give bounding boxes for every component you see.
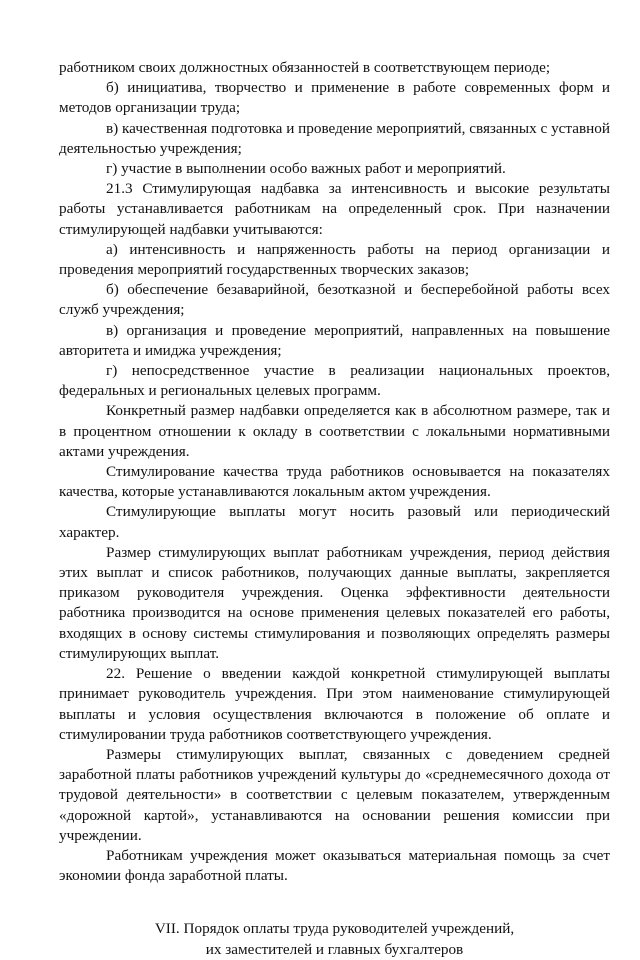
section-heading — [59, 919, 610, 959]
paragraph-item-v-events: в) качественная подготовка и проведение мероприятий, связанных с уставной деятельностью учреждения; — [59, 119, 610, 157]
paragraph-item-g-national-projects: г) непосредственное участие в реализации национальных проектов, федеральных и региональных целевых программ. — [59, 362, 610, 400]
paragraph-material-aid: Работникам учреждения может оказываться материальная помощь за счет экономии фонда заработной платы. — [59, 846, 610, 885]
paragraph-payment-character: Стимулирующие выплаты могут носить разовый или периодический характер. — [59, 503, 610, 541]
paragraph-roadmap-payments: Размеры стимулирующих выплат, связанных с доведением средней заработной платы работников учреждений культуры до «среднемесячного дохода от трудовой деятельности» в соответствии с целевым показателем, утвержденным «дорожной картой», устанавливаются на основании решения комиссии при учреждении. — [59, 745, 610, 844]
document-body — [59, 58, 610, 960]
paragraph-item-b-reliability: б) обеспечение безаварийной, безотказной и бесперебойной работы всех служб учреждения; — [59, 281, 610, 319]
paragraph-continuation: работником своих должностных обязанностей в соответствующем периоде; — [59, 59, 551, 76]
paragraph-item-b-initiative: б) инициатива, творчество и применение в работе современных форм и методов организации труда; — [59, 79, 610, 117]
section-heading-line-2: их заместителей и главных бухгалтеров — [205, 940, 464, 958]
paragraph-22-decision: 22. Решение о введении каждой конкретной стимулирующей выплаты принимает руководитель учреждения. При этом наименование стимулирующей выплаты и условия осуществления включаются в положение об оплате и стимулировании труда работников соответствующего учреждения. — [59, 665, 610, 743]
paragraph-payment-order: Размер стимулирующих выплат работникам учреждения, период действия этих выплат и список работников, получающих данные выплаты, закрепляется приказом руководителя учреждения. Оценка эффективности деятельности работника производится на основе применения целевых показателей его работы, входящих в основу системы стимулирования и позволяющих определять размеры стимулирующих выплат. — [59, 543, 610, 662]
paragraph-quality-stimulation: Стимулирование качества труда работников основывается на показателях качества, которые устанавливаются локальным актом учреждения. — [59, 463, 610, 501]
paragraph-21-3-intensity-bonus: 21.3 Стимулирующая надбавка за интенсивность и высокие результаты работы устанавливается работникам на определенный срок. При назначении стимулирующей надбавки учитываются: — [59, 180, 610, 238]
paragraph-item-g-important-work: г) участие в выполнении особо важных работ и мероприятий. — [106, 160, 506, 178]
paragraph-item-a-intensity: а) интенсивность и напряженность работы на период организации и проведения мероприятий государственных творческих заказов; — [59, 240, 610, 279]
paragraph-bonus-size: Конкретный размер надбавки определяется как в абсолютном размере, так и в процентном отношении к окладу в соответствии с локальными нормативными актами учреждения. — [59, 402, 610, 460]
paragraph-item-v-authority: в) организация и проведение мероприятий, направленных на повышение авторитета и имиджа учреждения; — [59, 321, 610, 359]
section-heading-line-1: VII. Порядок оплаты труда руководителей учреждений, — [154, 920, 515, 938]
